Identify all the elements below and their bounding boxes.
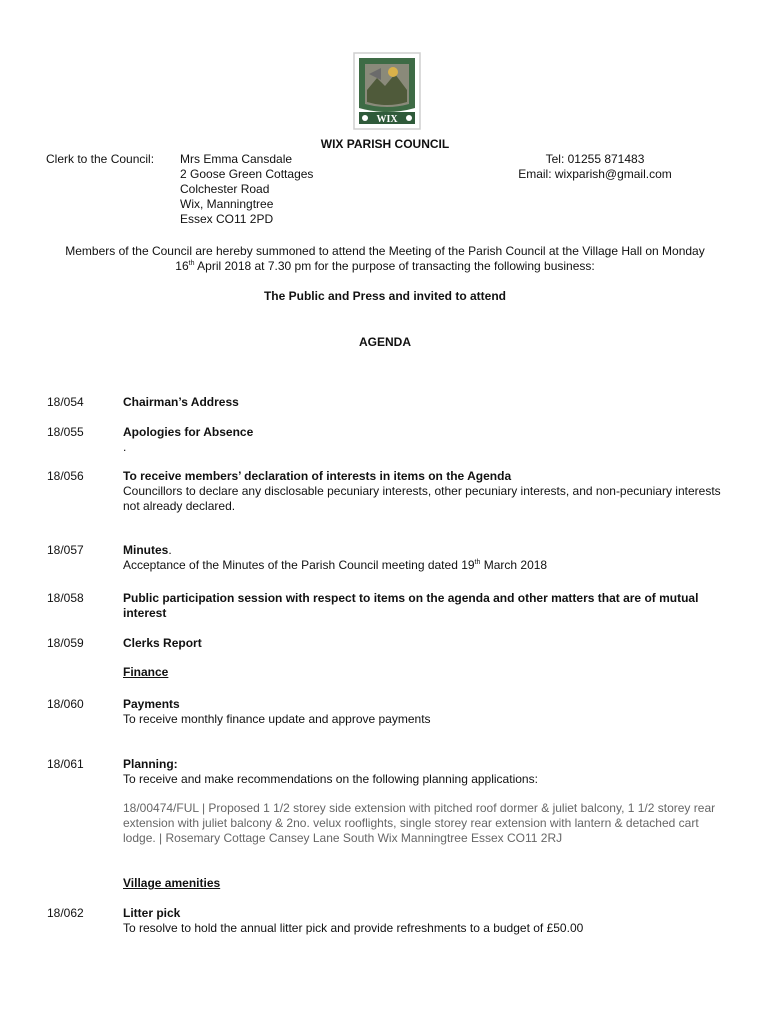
crest-lettering: WIX [376,114,398,125]
item-title: Planning: [123,757,178,771]
item-title-suffix: . [168,543,172,557]
clerk-label: Clerk to the Council: [46,152,155,166]
agenda-item [123,469,733,514]
item-title: Apologies for Absence [123,425,254,439]
agenda-item [123,543,733,573]
item-title: Chairman’s Address [123,395,239,409]
parish-crest-logo [351,50,423,132]
item-number: 18/060 [47,697,84,711]
item-title: Payments [123,697,180,711]
council-name: WIX PARISH COUNCIL [320,137,450,151]
item-body: To receive monthly finance update and approve payments [123,712,431,726]
item-title: Clerks Report [123,636,202,650]
item-number: 18/055 [47,425,84,439]
contact-details [505,152,685,182]
clerk-address [180,152,313,227]
item-number: 18/062 [47,906,84,920]
email: Email: wixparish@gmail.com [518,167,672,181]
agenda-item [123,697,733,727]
item-number: 18/059 [47,636,84,650]
item-number: 18/058 [47,591,84,605]
minutes-day-suffix: th [474,559,481,566]
item-note: . [123,440,127,454]
public-notice: The Public and Press and invited to attend [263,289,507,303]
item-number: 18/054 [47,395,84,409]
section-heading-village-amenities: Village amenities [123,876,221,890]
agenda-item [123,425,733,455]
agenda-item [123,906,733,936]
address-line: Wix, Manningtree [180,197,274,211]
item-title: Litter pick [123,906,181,920]
address-line: Essex CO11 2PD [180,212,274,226]
item-number: 18/056 [47,469,84,483]
address-line: Colchester Road [180,182,270,196]
summons-paragraph [30,244,740,274]
telephone: Tel: 01255 871483 [545,152,645,166]
item-title: Minutes [123,543,169,557]
item-number: 18/057 [47,543,84,557]
item-title: Public participation session with respect to items on the agenda and other matters that are of mutual interest [123,591,699,620]
planning-application: 18/00474/FUL | Proposed 1 1/2 storey side extension with pitched roof dormer & juliet balcony, 1 1/2 storey rear extension with juliet balcony & 2no. velux rooflights, single storey rear extension with lantern & detached cart lodge. | Rosemary Cottage Cansey Lane South Wix Manningtree Essex CO11 2RJ [123,801,716,845]
agenda-heading: AGENDA [358,335,411,349]
item-body: To resolve to hold the annual litter pick and provide refreshments to a budget of £50.00 [123,921,584,935]
summons-line-2: April 2018 at 7.30 pm for the purpose of transacting the following business: [194,259,595,273]
agenda-item [123,757,733,787]
minutes-date: March 2018 [480,558,548,572]
summons-line-1: Members of the Council are hereby summoned to attend the Meeting of the Parish Council at the Village Hall on Monday [65,244,705,258]
clerk-name: Mrs Emma Cansdale [180,152,293,166]
item-body [123,558,733,573]
item-body: To receive and make recommendations on the following planning applications: [123,772,538,786]
minutes-text: Acceptance of the Minutes of the Parish Council meeting dated 19 [123,558,475,572]
section-heading-finance: Finance [123,665,169,679]
item-number: 18/061 [47,757,84,771]
summons-day-suffix: th [188,260,195,267]
summons-day: 16 [175,259,189,273]
address-line: 2 Goose Green Cottages [180,167,314,181]
item-title: To receive members’ declaration of interests in items on the Agenda [123,469,512,483]
item-body: Councillors to declare any disclosable pecuniary interests, other pecuniary interests, and non-pecuniary interests not already declared. [123,484,721,513]
